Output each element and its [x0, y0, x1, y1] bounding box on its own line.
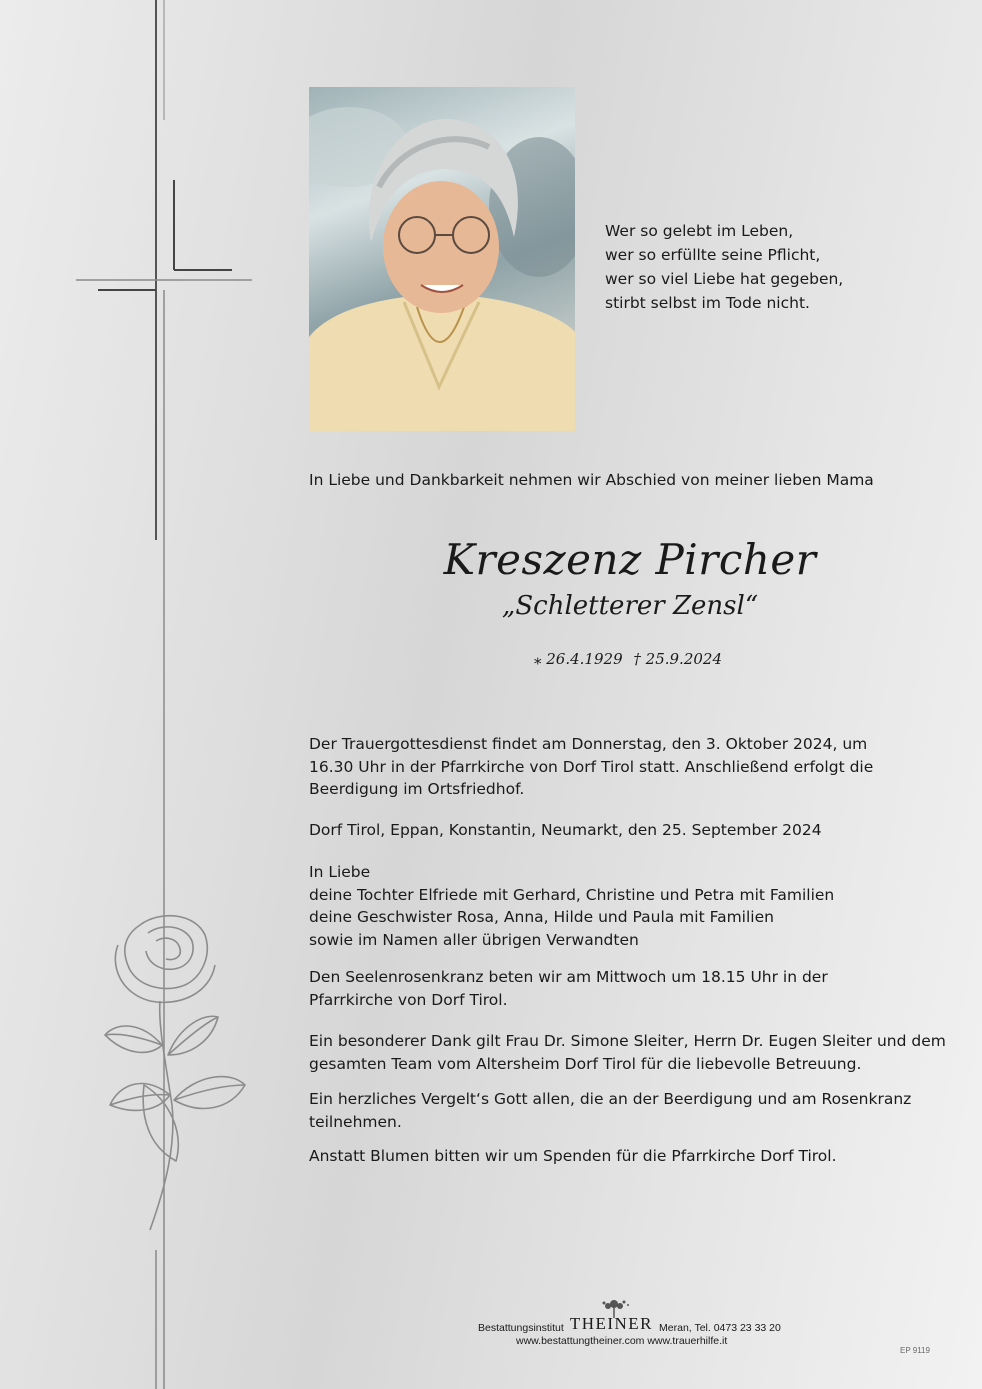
- text-line: gesamten Team vom Altersheim Dorf Tirol für die liebevolle Betreuung.: [309, 1054, 862, 1073]
- birth-date: ⁎ 26.4.1929: [534, 650, 623, 668]
- poem-line: wer so viel Liebe hat gegeben,: [605, 270, 844, 288]
- document-code: EP 9119: [900, 1346, 930, 1355]
- tree-logo-icon: [594, 1298, 634, 1320]
- text-line: deine Tochter Elfriede mit Gerhard, Christine und Petra mit Familien: [309, 885, 835, 904]
- text-line: Den Seelenrosenkranz beten wir am Mittwoch um 18.15 Uhr in der: [309, 968, 828, 986]
- life-dates: [534, 650, 728, 668]
- text-line: teilnehmen.: [309, 1112, 402, 1131]
- poem-line: wer so erfüllte seine Pflicht,: [605, 246, 821, 264]
- funeral-home-footer: [478, 1300, 788, 1347]
- donations-paragraph: [309, 1145, 837, 1168]
- intro-text: In Liebe und Dankbarkeit nehmen wir Abschied von meiner lieben Mama: [309, 471, 874, 489]
- portrait-photo: [309, 87, 575, 431]
- text-line: Dorf Tirol, Eppan, Konstantin, Neumarkt, den 25. September 2024: [309, 821, 822, 839]
- footer-websites: www.bestattungtheiner.com www.trauerhilfe.it: [516, 1335, 728, 1347]
- poem-line: stirbt selbst im Tode nicht.: [605, 294, 810, 312]
- text-line: Ein herzliches Vergelt‘s Gott allen, die an der Beerdigung und am Rosenkranz: [309, 1090, 912, 1108]
- text-line: Anstatt Blumen bitten wir um Spenden für die Pfarrkirche Dorf Tirol.: [309, 1147, 837, 1165]
- poem-line: Wer so gelebt im Leben,: [605, 222, 794, 240]
- service-paragraph: [309, 733, 873, 801]
- brand-name: THEINER: [569, 1314, 654, 1333]
- text-line: Beerdigung im Ortsfriedhof.: [309, 780, 525, 798]
- deceased-name: Kreszenz Pircher: [443, 535, 817, 584]
- text-line: 16.30 Uhr in der Pfarrkirche von Dorf Tirol statt. Anschließend erfolgt die: [309, 757, 874, 776]
- footer-contact: Meran, Tel. 0473 23 33 20: [659, 1322, 781, 1334]
- thanks-all-paragraph: [309, 1088, 911, 1133]
- text-line: Pfarrkirche von Dorf Tirol.: [309, 990, 508, 1009]
- mourners-paragraph: [309, 861, 834, 951]
- text-line: Ein besonderer Dank gilt Frau Dr. Simone Sleiter, Herrn Dr. Eugen Sleiter und dem: [309, 1032, 946, 1050]
- poem: [605, 219, 843, 315]
- thanks-care-paragraph: [309, 1030, 946, 1075]
- rosary-paragraph: [309, 966, 828, 1011]
- text-line: In Liebe: [309, 863, 371, 881]
- rose-icon: [100, 905, 260, 1245]
- place-date-paragraph: [309, 819, 822, 842]
- text-line: deine Geschwister Rosa, Anna, Hilde und Paula mit Familien: [309, 908, 774, 926]
- death-date: † 25.9.2024: [633, 650, 722, 668]
- text-line: Der Trauergottesdienst findet am Donnerstag, den 3. Oktober 2024, um: [309, 735, 868, 753]
- deceased-nickname: „Schletterer Zensl“: [501, 591, 759, 621]
- footer-prefix: Bestattungsinstitut: [478, 1322, 564, 1334]
- text-line: sowie im Namen aller übrigen Verwandten: [309, 930, 639, 949]
